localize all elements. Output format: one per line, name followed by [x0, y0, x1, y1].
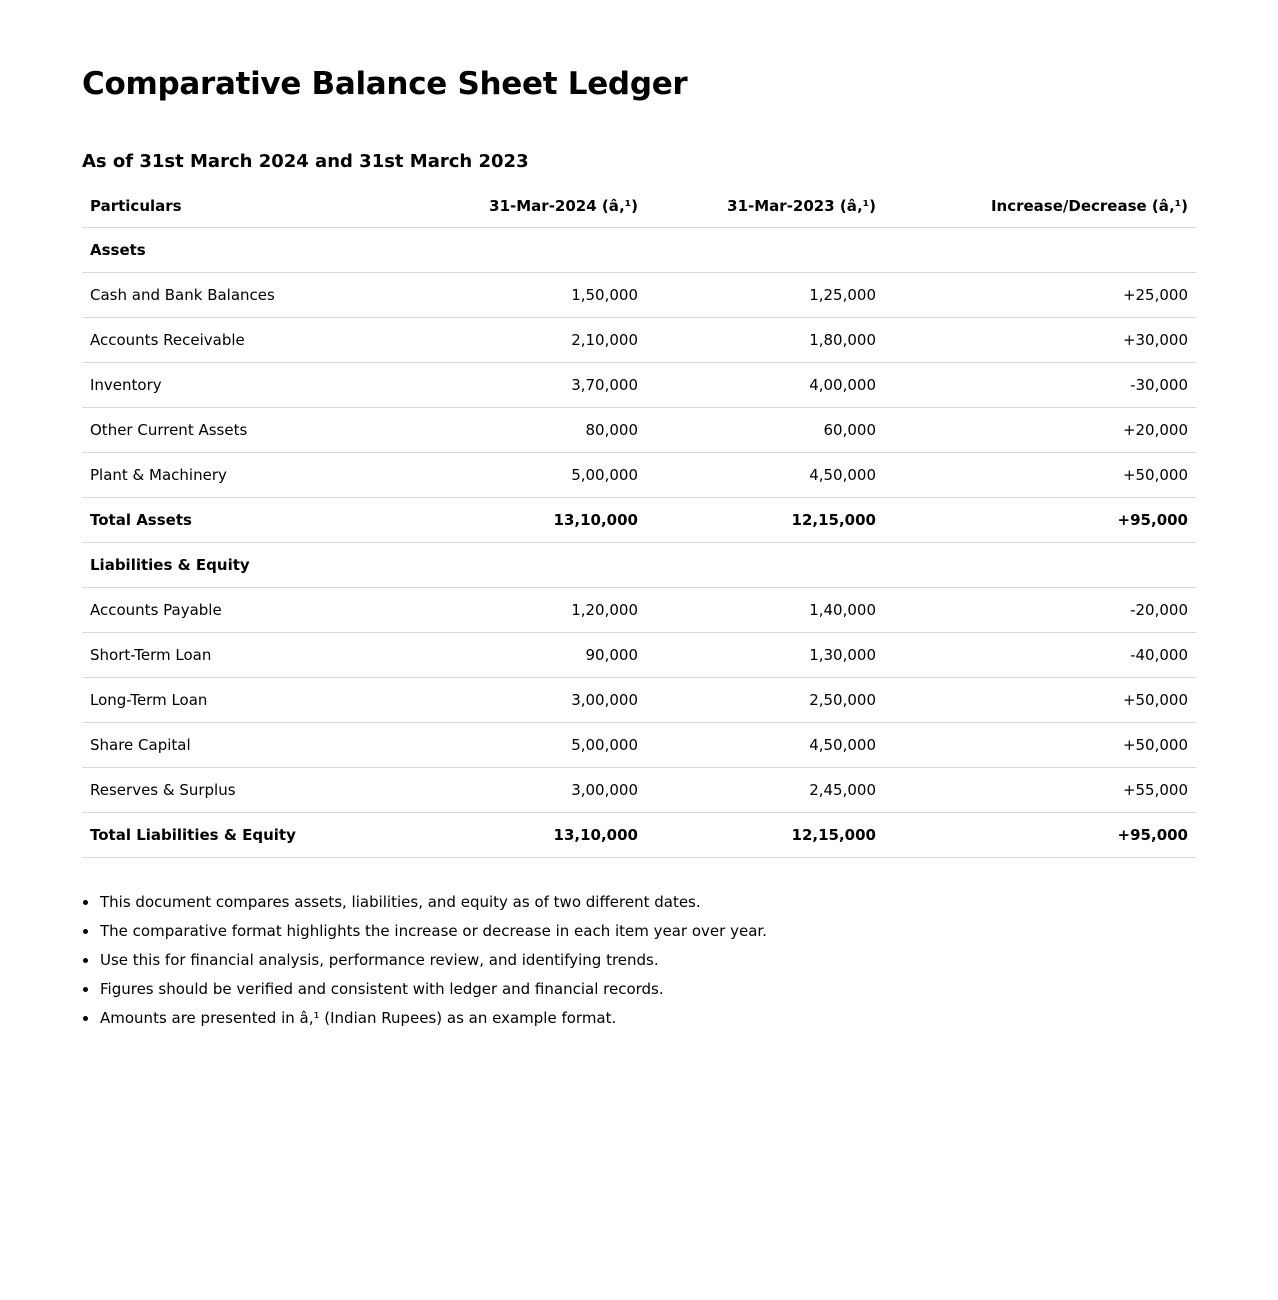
cell-2024: 5,00,000 — [453, 453, 646, 498]
list-item: • Use this for financial analysis, performance review, and identifying trends. — [99, 946, 1196, 975]
balance-sheet-table — [82, 185, 1196, 858]
table-row — [82, 408, 1196, 453]
cell-2024 — [453, 228, 646, 273]
cell-change: +50,000 — [884, 678, 1196, 723]
cell-change: +30,000 — [884, 318, 1196, 363]
cell-change: -40,000 — [884, 633, 1196, 678]
table-row — [82, 678, 1196, 723]
cell-change: +50,000 — [884, 453, 1196, 498]
cell-2023: 4,50,000 — [646, 453, 884, 498]
cell-2024: 13,10,000 — [453, 813, 646, 858]
cell-2023: 1,80,000 — [646, 318, 884, 363]
table-row — [82, 453, 1196, 498]
table-row — [82, 723, 1196, 768]
cell-2023: 1,40,000 — [646, 588, 884, 633]
cell-2024: 1,20,000 — [453, 588, 646, 633]
column-header-2024: 31-Mar-2024 (â‚¹) — [453, 185, 646, 228]
cell-2023: 12,15,000 — [646, 498, 884, 543]
list-item: • The comparative format highlights the increase or decrease in each item year over year. — [99, 917, 1196, 946]
section-label: Liabilities & Equity — [82, 543, 453, 588]
list-item: • Amounts are presented in â‚¹ (Indian Rupees) as an example format. — [99, 1004, 1196, 1033]
table-row — [82, 588, 1196, 633]
table-row — [82, 318, 1196, 363]
cell-2023: 1,25,000 — [646, 273, 884, 318]
cell-change: -20,000 — [884, 588, 1196, 633]
total-row-assets — [82, 498, 1196, 543]
total-label: Total Liabilities & Equity — [82, 813, 453, 858]
cell-particular: Other Current Assets — [82, 408, 453, 453]
page-title: Comparative Balance Sheet Ledger — [82, 66, 688, 102]
list-item: • This document compares assets, liabilities, and equity as of two different dates. — [99, 888, 1196, 917]
section-row-liabilities-equity — [82, 543, 1196, 588]
cell-2024: 1,50,000 — [453, 273, 646, 318]
cell-particular: Plant & Machinery — [82, 453, 453, 498]
table-row — [82, 633, 1196, 678]
list-item: • Figures should be verified and consistent with ledger and financial records. — [99, 975, 1196, 1004]
cell-2023: 4,00,000 — [646, 363, 884, 408]
cell-2024: 80,000 — [453, 408, 646, 453]
cell-2024: 13,10,000 — [453, 498, 646, 543]
cell-2023: 12,15,000 — [646, 813, 884, 858]
cell-2024: 3,00,000 — [453, 768, 646, 813]
cell-change: +95,000 — [884, 813, 1196, 858]
cell-2023: 4,50,000 — [646, 723, 884, 768]
column-header-particulars: Particulars — [82, 185, 453, 228]
cell-change: +25,000 — [884, 273, 1196, 318]
cell-change: -30,000 — [884, 363, 1196, 408]
column-header-change: Increase/Decrease (â‚¹) — [884, 185, 1196, 228]
header-row — [82, 185, 1196, 228]
cell-2024: 5,00,000 — [453, 723, 646, 768]
cell-particular: Short-Term Loan — [82, 633, 453, 678]
cell-change: +55,000 — [884, 768, 1196, 813]
page-subtitle: As of 31st March 2024 and 31st March 2023 — [82, 151, 529, 172]
cell-change: +20,000 — [884, 408, 1196, 453]
cell-change — [884, 543, 1196, 588]
cell-particular: Reserves & Surplus — [82, 768, 453, 813]
cell-2023: 2,45,000 — [646, 768, 884, 813]
section-label: Assets — [82, 228, 453, 273]
cell-change: +95,000 — [884, 498, 1196, 543]
section-row-assets — [82, 228, 1196, 273]
cell-particular: Accounts Payable — [82, 588, 453, 633]
table-row — [82, 273, 1196, 318]
cell-particular: Cash and Bank Balances — [82, 273, 453, 318]
cell-2024: 90,000 — [453, 633, 646, 678]
cell-2023 — [646, 228, 884, 273]
cell-particular: Long-Term Loan — [82, 678, 453, 723]
table-header — [82, 185, 1196, 228]
cell-2024: 2,10,000 — [453, 318, 646, 363]
total-label: Total Assets — [82, 498, 453, 543]
cell-2023: 2,50,000 — [646, 678, 884, 723]
cell-2023 — [646, 543, 884, 588]
cell-2024: 3,00,000 — [453, 678, 646, 723]
column-header-2023: 31-Mar-2023 (â‚¹) — [646, 185, 884, 228]
cell-particular: Inventory — [82, 363, 453, 408]
total-row-liabilities-equity — [82, 813, 1196, 858]
table-body — [82, 228, 1196, 858]
cell-2024: 3,70,000 — [453, 363, 646, 408]
table-row — [82, 768, 1196, 813]
cell-change: +50,000 — [884, 723, 1196, 768]
table-row — [82, 363, 1196, 408]
cell-change — [884, 228, 1196, 273]
notes-list — [82, 888, 1196, 1033]
cell-2024 — [453, 543, 646, 588]
cell-particular: Accounts Receivable — [82, 318, 453, 363]
cell-particular: Share Capital — [82, 723, 453, 768]
cell-2023: 60,000 — [646, 408, 884, 453]
cell-2023: 1,30,000 — [646, 633, 884, 678]
